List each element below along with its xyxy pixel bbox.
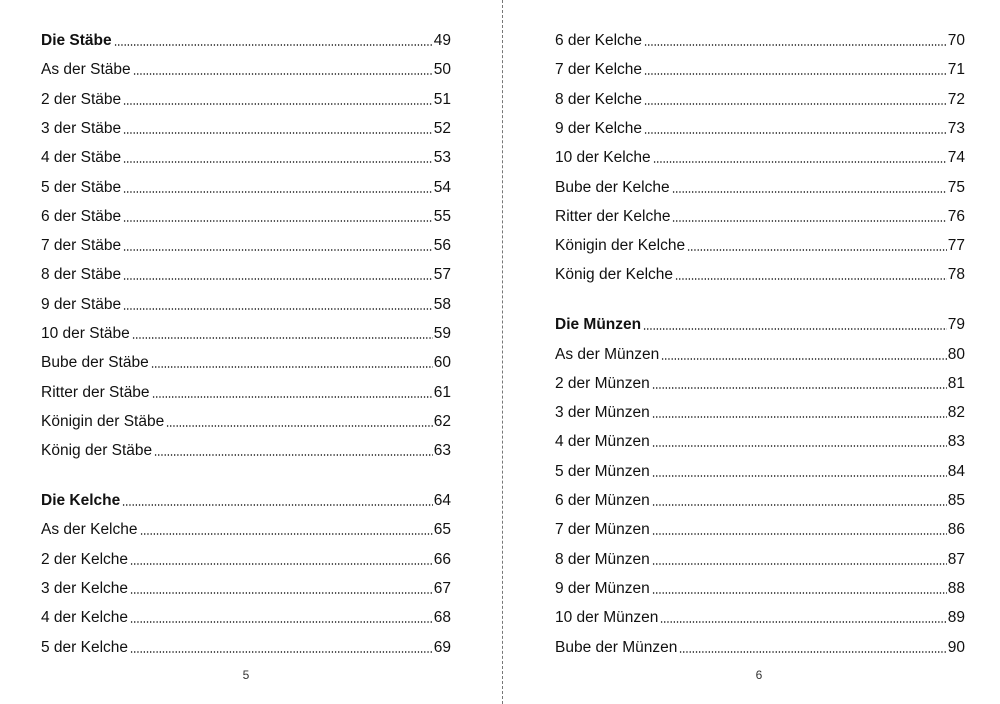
dot-leader xyxy=(123,308,433,310)
dot-leader xyxy=(679,651,946,653)
toc-entry-label: Die Stäbe xyxy=(41,32,112,49)
toc-entry[interactable] xyxy=(555,488,965,510)
toc-entry-label: 4 der Münzen xyxy=(555,433,650,451)
toc-entry-label: 8 der Münzen xyxy=(555,550,650,568)
toc-entry-page-number: 71 xyxy=(947,61,965,79)
toc-entry-label: 10 der Kelche xyxy=(555,149,651,167)
toc-entry[interactable] xyxy=(41,321,451,343)
toc-entry-label: 7 der Kelche xyxy=(555,61,643,79)
dot-leader xyxy=(133,73,433,75)
dot-leader xyxy=(644,132,947,134)
dot-leader xyxy=(130,621,433,623)
toc-entry-page-number: 81 xyxy=(947,374,965,392)
dot-leader xyxy=(661,358,947,360)
toc-entry-label: 5 der Stäbe xyxy=(41,178,122,196)
toc-entry[interactable] xyxy=(555,262,965,284)
dot-leader xyxy=(123,132,433,134)
toc-entry-label: As der Kelche xyxy=(41,521,138,539)
dot-leader xyxy=(166,425,433,427)
toc-entry-label: Bube der Stäbe xyxy=(41,354,149,372)
dot-leader xyxy=(123,278,433,280)
toc-entry-label: Bube der Kelche xyxy=(555,178,670,196)
toc-entry-page-number: 78 xyxy=(947,266,965,284)
toc-entry-label: 2 der Münzen xyxy=(555,374,650,392)
dot-leader xyxy=(123,161,433,163)
toc-entry-label: 5 der Kelche xyxy=(41,638,129,656)
toc-entry[interactable] xyxy=(555,547,965,569)
toc-entry-label: 3 der Münzen xyxy=(555,404,650,422)
toc-entry-page-number: 84 xyxy=(947,462,965,480)
toc-entry-label: Die Münzen xyxy=(555,316,642,334)
toc-entry[interactable] xyxy=(41,517,451,539)
toc-entry[interactable] xyxy=(41,438,451,460)
dot-leader xyxy=(152,396,433,398)
toc-entry-page-number: 53 xyxy=(433,149,451,167)
toc-entry-label: 9 der Kelche xyxy=(555,119,643,137)
toc-entry-label: Königin der Stäbe xyxy=(41,412,165,430)
toc-entry-page-number: 60 xyxy=(433,354,451,372)
toc-entry[interactable] xyxy=(555,517,965,539)
dot-leader xyxy=(643,328,947,330)
toc-entry-page-number: 65 xyxy=(433,521,451,539)
dot-leader xyxy=(652,416,947,418)
toc-entry-label: 10 der Stäbe xyxy=(41,325,130,342)
toc-entry-page-number: 59 xyxy=(433,325,451,342)
page-number: 6 xyxy=(755,668,763,682)
toc-entry-label: Bube der Münzen xyxy=(555,638,678,656)
dot-leader xyxy=(652,563,947,565)
dot-leader xyxy=(140,533,433,535)
toc-section-heading[interactable] xyxy=(41,488,451,510)
toc-entry-page-number: 79 xyxy=(947,316,965,334)
toc-entry-page-number: 86 xyxy=(947,521,965,539)
toc-entry-page-number: 76 xyxy=(947,207,965,225)
dot-leader xyxy=(644,103,947,105)
dot-leader xyxy=(652,445,947,447)
toc-entry-page-number: 73 xyxy=(947,119,965,137)
toc-entry-label: König der Kelche xyxy=(555,266,674,284)
toc-entry-label: Die Kelche xyxy=(41,492,121,509)
toc-entry-page-number: 51 xyxy=(433,90,451,108)
toc-entry[interactable] xyxy=(41,145,451,167)
toc-entry[interactable] xyxy=(555,342,965,364)
dot-leader xyxy=(652,475,947,477)
toc-entry-label: 4 der Kelche xyxy=(41,609,129,627)
toc-entry-page-number: 85 xyxy=(947,492,965,509)
page-number: 5 xyxy=(242,668,250,682)
toc-entry-page-number: 88 xyxy=(947,579,965,597)
toc-entry[interactable] xyxy=(555,87,965,109)
toc-entry-label: As der Münzen xyxy=(555,345,660,363)
toc-entry[interactable] xyxy=(41,350,451,372)
toc-entry[interactable] xyxy=(41,116,451,138)
toc-entry[interactable] xyxy=(555,57,965,79)
toc-entry-label: König der Stäbe xyxy=(41,442,153,460)
dot-leader xyxy=(675,278,947,280)
toc-entry[interactable] xyxy=(41,605,451,627)
dot-leader xyxy=(660,621,946,623)
toc-entry-page-number: 55 xyxy=(433,207,451,225)
toc-entry-page-number: 54 xyxy=(433,178,451,196)
toc-entry-page-number: 80 xyxy=(947,345,965,363)
dot-leader xyxy=(132,337,433,339)
dot-leader xyxy=(130,651,433,653)
toc-entry-label: Königin der Kelche xyxy=(555,237,686,255)
toc-entry-page-number: 83 xyxy=(947,433,965,451)
toc-entry-page-number: 61 xyxy=(433,383,451,401)
toc-entry-page-number: 56 xyxy=(433,237,451,255)
toc-entry[interactable] xyxy=(41,57,451,79)
toc-entry-label: 6 der Kelche xyxy=(555,32,643,49)
toc-entry-label: Ritter der Kelche xyxy=(555,207,671,225)
toc-entry[interactable] xyxy=(555,145,965,167)
toc-entry[interactable] xyxy=(41,292,451,314)
toc-entry[interactable] xyxy=(555,204,965,226)
toc-entry-label: 7 der Münzen xyxy=(555,521,650,539)
dot-leader xyxy=(652,533,947,535)
toc-entry-page-number: 72 xyxy=(947,90,965,108)
dot-leader xyxy=(123,103,433,105)
toc-entry-label: Ritter der Stäbe xyxy=(41,383,150,401)
toc-entry-page-number: 89 xyxy=(947,609,965,627)
dot-leader xyxy=(644,73,947,75)
toc-entry[interactable] xyxy=(41,87,451,109)
toc-entry-page-number: 77 xyxy=(947,237,965,255)
dot-leader xyxy=(672,220,946,222)
toc-entry-page-number: 52 xyxy=(433,119,451,137)
toc-entry-page-number: 57 xyxy=(433,266,451,284)
dot-leader xyxy=(123,249,433,251)
toc-entry[interactable] xyxy=(41,576,451,598)
dot-leader xyxy=(653,161,947,163)
toc-entry[interactable] xyxy=(555,635,965,657)
toc-entry[interactable] xyxy=(555,429,965,451)
toc-section-heading[interactable] xyxy=(555,312,965,334)
toc-entry[interactable] xyxy=(555,576,965,598)
toc-entry[interactable] xyxy=(41,380,451,402)
toc-entry-label: 8 der Kelche xyxy=(555,90,643,108)
toc-entry-label: 10 der Münzen xyxy=(555,609,659,627)
toc-entry-page-number: 74 xyxy=(947,149,965,167)
dot-leader xyxy=(644,44,947,46)
toc-entry-page-number: 62 xyxy=(433,412,451,430)
toc-entry[interactable] xyxy=(41,635,451,657)
toc-section-heading[interactable] xyxy=(41,28,451,50)
toc-entry[interactable] xyxy=(41,204,451,226)
toc-entry-page-number: 75 xyxy=(947,178,965,196)
toc-entry-label: 3 der Stäbe xyxy=(41,119,122,137)
toc-entry-label: 9 der Münzen xyxy=(555,579,650,597)
dot-leader xyxy=(123,220,433,222)
dot-leader xyxy=(652,387,947,389)
toc-entry-page-number: 50 xyxy=(433,61,451,79)
toc-entry-label: 6 der Stäbe xyxy=(41,207,122,225)
dot-leader xyxy=(687,249,947,251)
toc-entry-page-number: 82 xyxy=(947,404,965,422)
toc-entry-page-number: 66 xyxy=(433,550,451,568)
toc-entry-label: 5 der Münzen xyxy=(555,462,650,480)
toc-entry-page-number: 87 xyxy=(947,550,965,568)
toc-entry[interactable] xyxy=(555,116,965,138)
toc-entry-label: As der Stäbe xyxy=(41,61,131,79)
toc-entry-label: 3 der Kelche xyxy=(41,579,129,597)
toc-entry[interactable] xyxy=(41,262,451,284)
toc-entry[interactable] xyxy=(41,547,451,569)
toc-entry-page-number: 69 xyxy=(433,638,451,656)
toc-entry-label: 9 der Stäbe xyxy=(41,295,122,313)
toc-entry-label: 8 der Stäbe xyxy=(41,266,122,284)
toc-entry-page-number: 64 xyxy=(433,492,451,509)
dot-leader xyxy=(130,592,433,594)
toc-entry-label: 2 der Kelche xyxy=(41,550,129,568)
toc-entry-page-number: 70 xyxy=(947,32,965,49)
toc-entry-label: 6 der Münzen xyxy=(555,492,650,509)
toc-entry-page-number: 63 xyxy=(433,442,451,460)
toc-entry[interactable] xyxy=(41,409,451,431)
dot-leader xyxy=(672,191,947,193)
toc-entry-page-number: 90 xyxy=(947,638,965,656)
dot-leader xyxy=(154,454,433,456)
toc-entry[interactable] xyxy=(555,605,965,627)
dot-leader xyxy=(130,563,433,565)
toc-entry-label: 7 der Stäbe xyxy=(41,237,122,255)
right-page xyxy=(504,0,1000,704)
dot-leader xyxy=(122,504,432,506)
dot-leader xyxy=(123,191,433,193)
toc-entry-label: 4 der Stäbe xyxy=(41,149,122,167)
page-divider xyxy=(502,0,503,704)
dot-leader xyxy=(652,504,947,506)
dot-leader xyxy=(652,592,947,594)
toc-entry-page-number: 58 xyxy=(433,295,451,313)
toc-entry[interactable] xyxy=(555,233,965,255)
toc-entry-page-number: 67 xyxy=(433,579,451,597)
toc-entry-page-number: 68 xyxy=(433,609,451,627)
toc-entry[interactable] xyxy=(555,400,965,422)
toc-entry[interactable] xyxy=(555,175,965,197)
dot-leader xyxy=(151,366,433,368)
dot-leader xyxy=(114,44,433,46)
toc-entry[interactable] xyxy=(555,371,965,393)
toc-entry[interactable] xyxy=(41,175,451,197)
toc-entry[interactable] xyxy=(555,28,965,50)
toc-entry-page-number: 49 xyxy=(433,32,451,49)
toc-entry[interactable] xyxy=(555,459,965,481)
toc-entry-label: 2 der Stäbe xyxy=(41,90,122,108)
toc-entry[interactable] xyxy=(41,233,451,255)
